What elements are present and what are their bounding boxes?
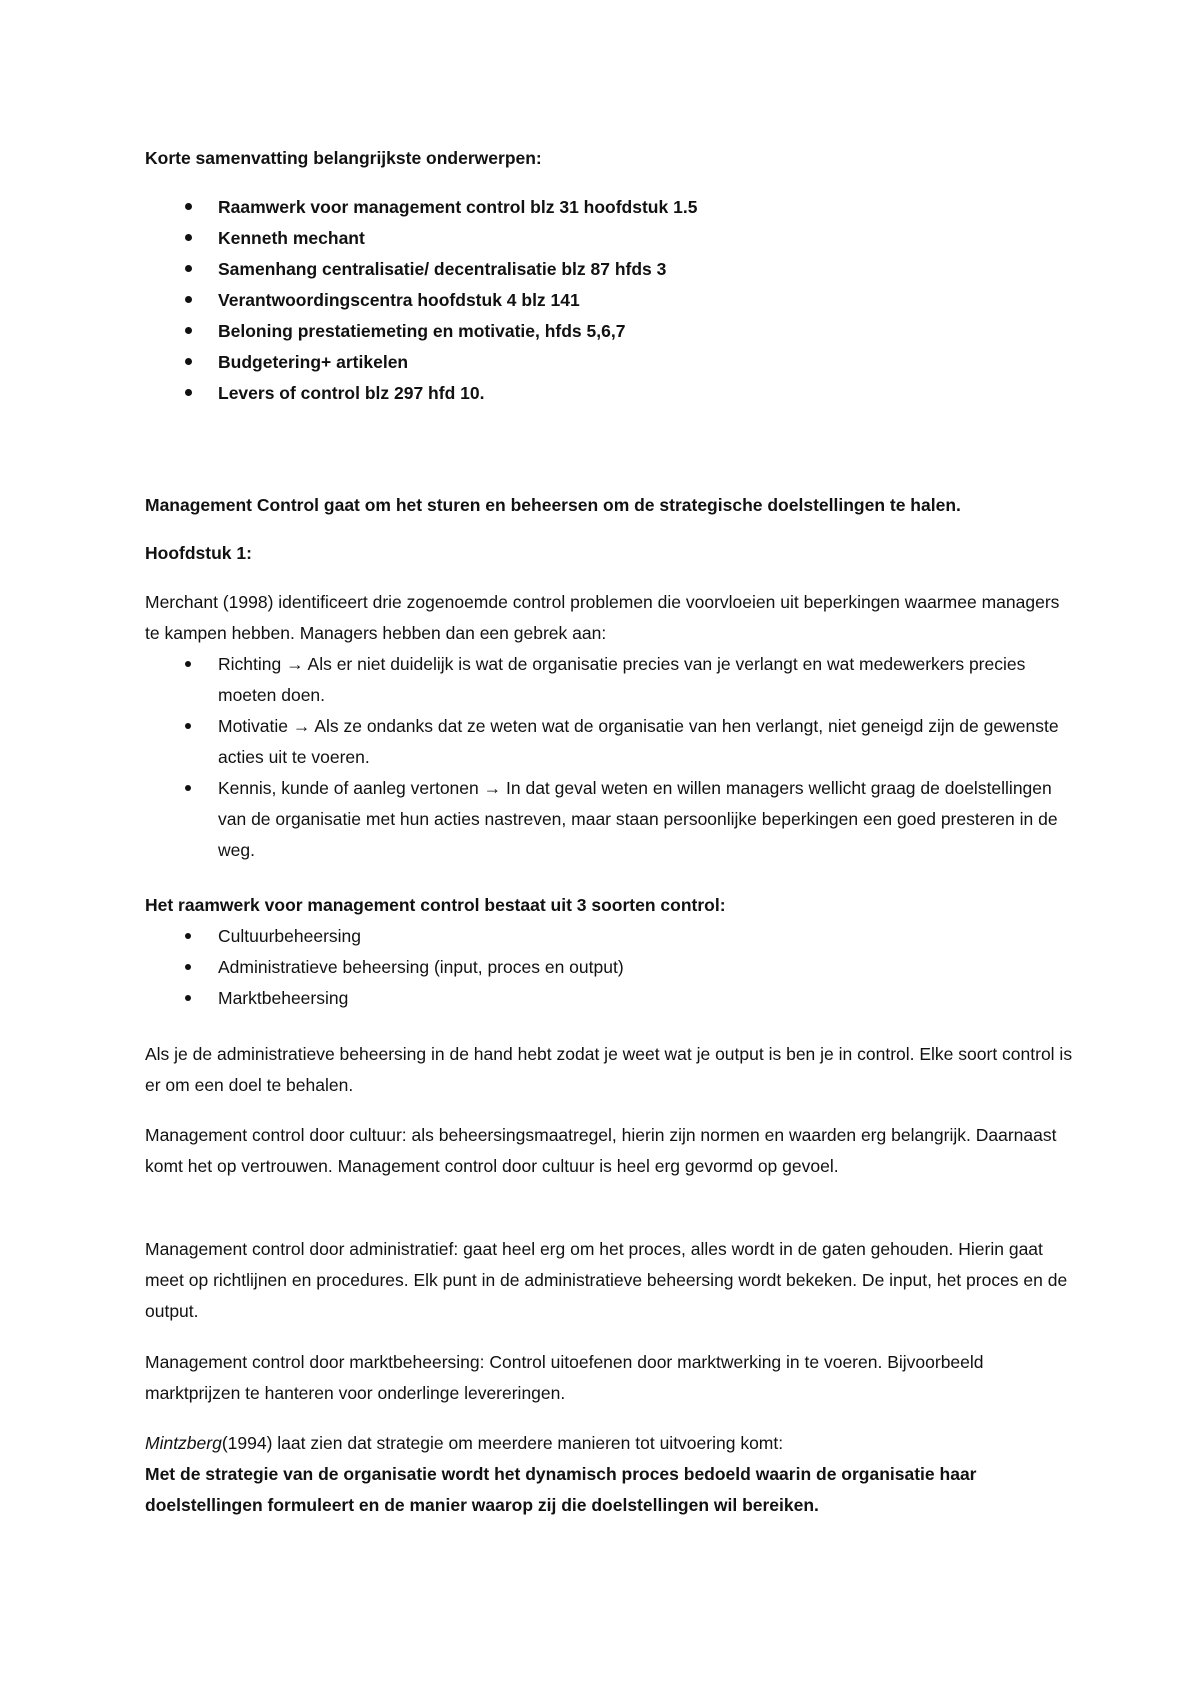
bullet-icon (185, 723, 191, 729)
mintzberg-line: Mintzberg(1994) laat zien dat strategie om meerdere manieren tot uitvoering komt: (145, 1433, 784, 1453)
merchant-section (145, 587, 1075, 866)
bullet-icon (185, 203, 192, 210)
paragraph-administrative: Management control door administratief: gaat heel erg om het proces, alles wordt in de gaten gehouden. Hierin gaat meet op richtlijnen en procedures. Elk punt in de administratieve beheersing wordt bekeken. De input, het proces en de output. (145, 1239, 1068, 1321)
bullet-icon (185, 234, 192, 241)
bullet-icon (185, 389, 192, 396)
list-item: Kenneth mechant (145, 223, 697, 254)
list-item: Verantwoordingscentra hoofdstuk 4 blz 141 (145, 285, 697, 316)
bullet-icon (185, 296, 192, 303)
mintzberg-name: Mintzberg (145, 1433, 222, 1453)
bullet-icon (185, 327, 192, 334)
strategy-definition: Met de strategie van de organisatie wordt het dynamisch proces bedoeld waarin de organisatie haar doelstellingen formuleert en de manier waarop zij die doelstellingen wil bereiken. (145, 1464, 977, 1515)
merchant-paragraph: Merchant (1998) identificeert drie zogenoemde control problemen die voorvloeien uit beperkingen waarmee managers te kampen hebben. Managers hebben dan een gebrek aan: (145, 592, 1060, 643)
bullet-icon (185, 995, 191, 1001)
paragraph-culture: Management control door cultuur: als beheersingsmaatregel, hierin zijn normen en waarden erg belangrijk. Daarnaast komt het op vertrouwen. Management control door cultuur is heel erg gevormd op gevoel. (145, 1125, 1057, 1176)
framework-heading: Het raamwerk voor management control bestaat uit 3 soorten control: (145, 895, 726, 915)
list-item: Samenhang centralisatie/ decentralisatie blz 87 hfds 3 (145, 254, 697, 285)
framework-section (145, 890, 1075, 1014)
chapter-heading: Hoofdstuk 1: (145, 543, 252, 563)
intro-statement: Management Control gaat om het sturen en beheersen om de strategische doelstellingen te halen. (145, 495, 961, 515)
arrow-right-icon: → (286, 654, 304, 674)
list-item: Cultuurbeheersing (145, 921, 1075, 952)
list-item: Richting → Als er niet duidelijk is wat de organisatie precies van je verlangt en wat medewerkers precies moeten doen. (145, 649, 1075, 711)
summary-title: Korte samenvatting belangrijkste onderwerpen: (145, 148, 542, 168)
list-item: Budgetering+ artikelen (145, 347, 697, 378)
arrow-right-icon: → (483, 778, 502, 798)
bullet-icon (185, 265, 192, 272)
bullet-icon (185, 661, 191, 667)
list-item: Administratieve beheersing (input, proces en output) (145, 952, 1075, 983)
paragraph-market: Management control door marktbeheersing: Control uitoefenen door marktwerking in te voeren. Bijvoorbeeld marktprijzen te hanteren voor onderlinge levereringen. (145, 1352, 984, 1403)
list-item: Motivatie → Als ze ondanks dat ze weten wat de organisatie van hen verlangt, niet geneigd zijn de gewenste acties uit te voeren. (145, 711, 1075, 773)
bullet-icon (185, 964, 191, 970)
mintzberg-section (145, 1428, 1075, 1521)
list-item: Levers of control blz 297 hfd 10. (145, 378, 697, 409)
control-problems-list (145, 649, 1075, 866)
bullet-icon (185, 933, 191, 939)
bullet-icon (185, 358, 192, 365)
paragraph-admin-control: Als je de administratieve beheersing in de hand hebt zodat je weet wat je output is ben je in control. Elke soort control is er om een doel te behalen. (145, 1044, 1073, 1095)
bullet-icon (185, 785, 191, 791)
list-item: Marktbeheersing (145, 983, 1075, 1014)
arrow-right-icon: → (292, 716, 311, 736)
list-item: Kennis, kunde of aanleg vertonen → In dat geval weten en willen managers wellicht graag de doelstellingen van de organisatie met hun acties nastreven, maar staan persoonlijke beperkingen een goed presteren in de weg. (145, 773, 1075, 866)
framework-list (145, 921, 1075, 1014)
list-item: Beloning prestatiemeting en motivatie, hfds 5,6,7 (145, 316, 697, 347)
summary-list (145, 192, 697, 409)
list-item: Raamwerk voor management control blz 31 hoofdstuk 1.5 (145, 192, 697, 223)
